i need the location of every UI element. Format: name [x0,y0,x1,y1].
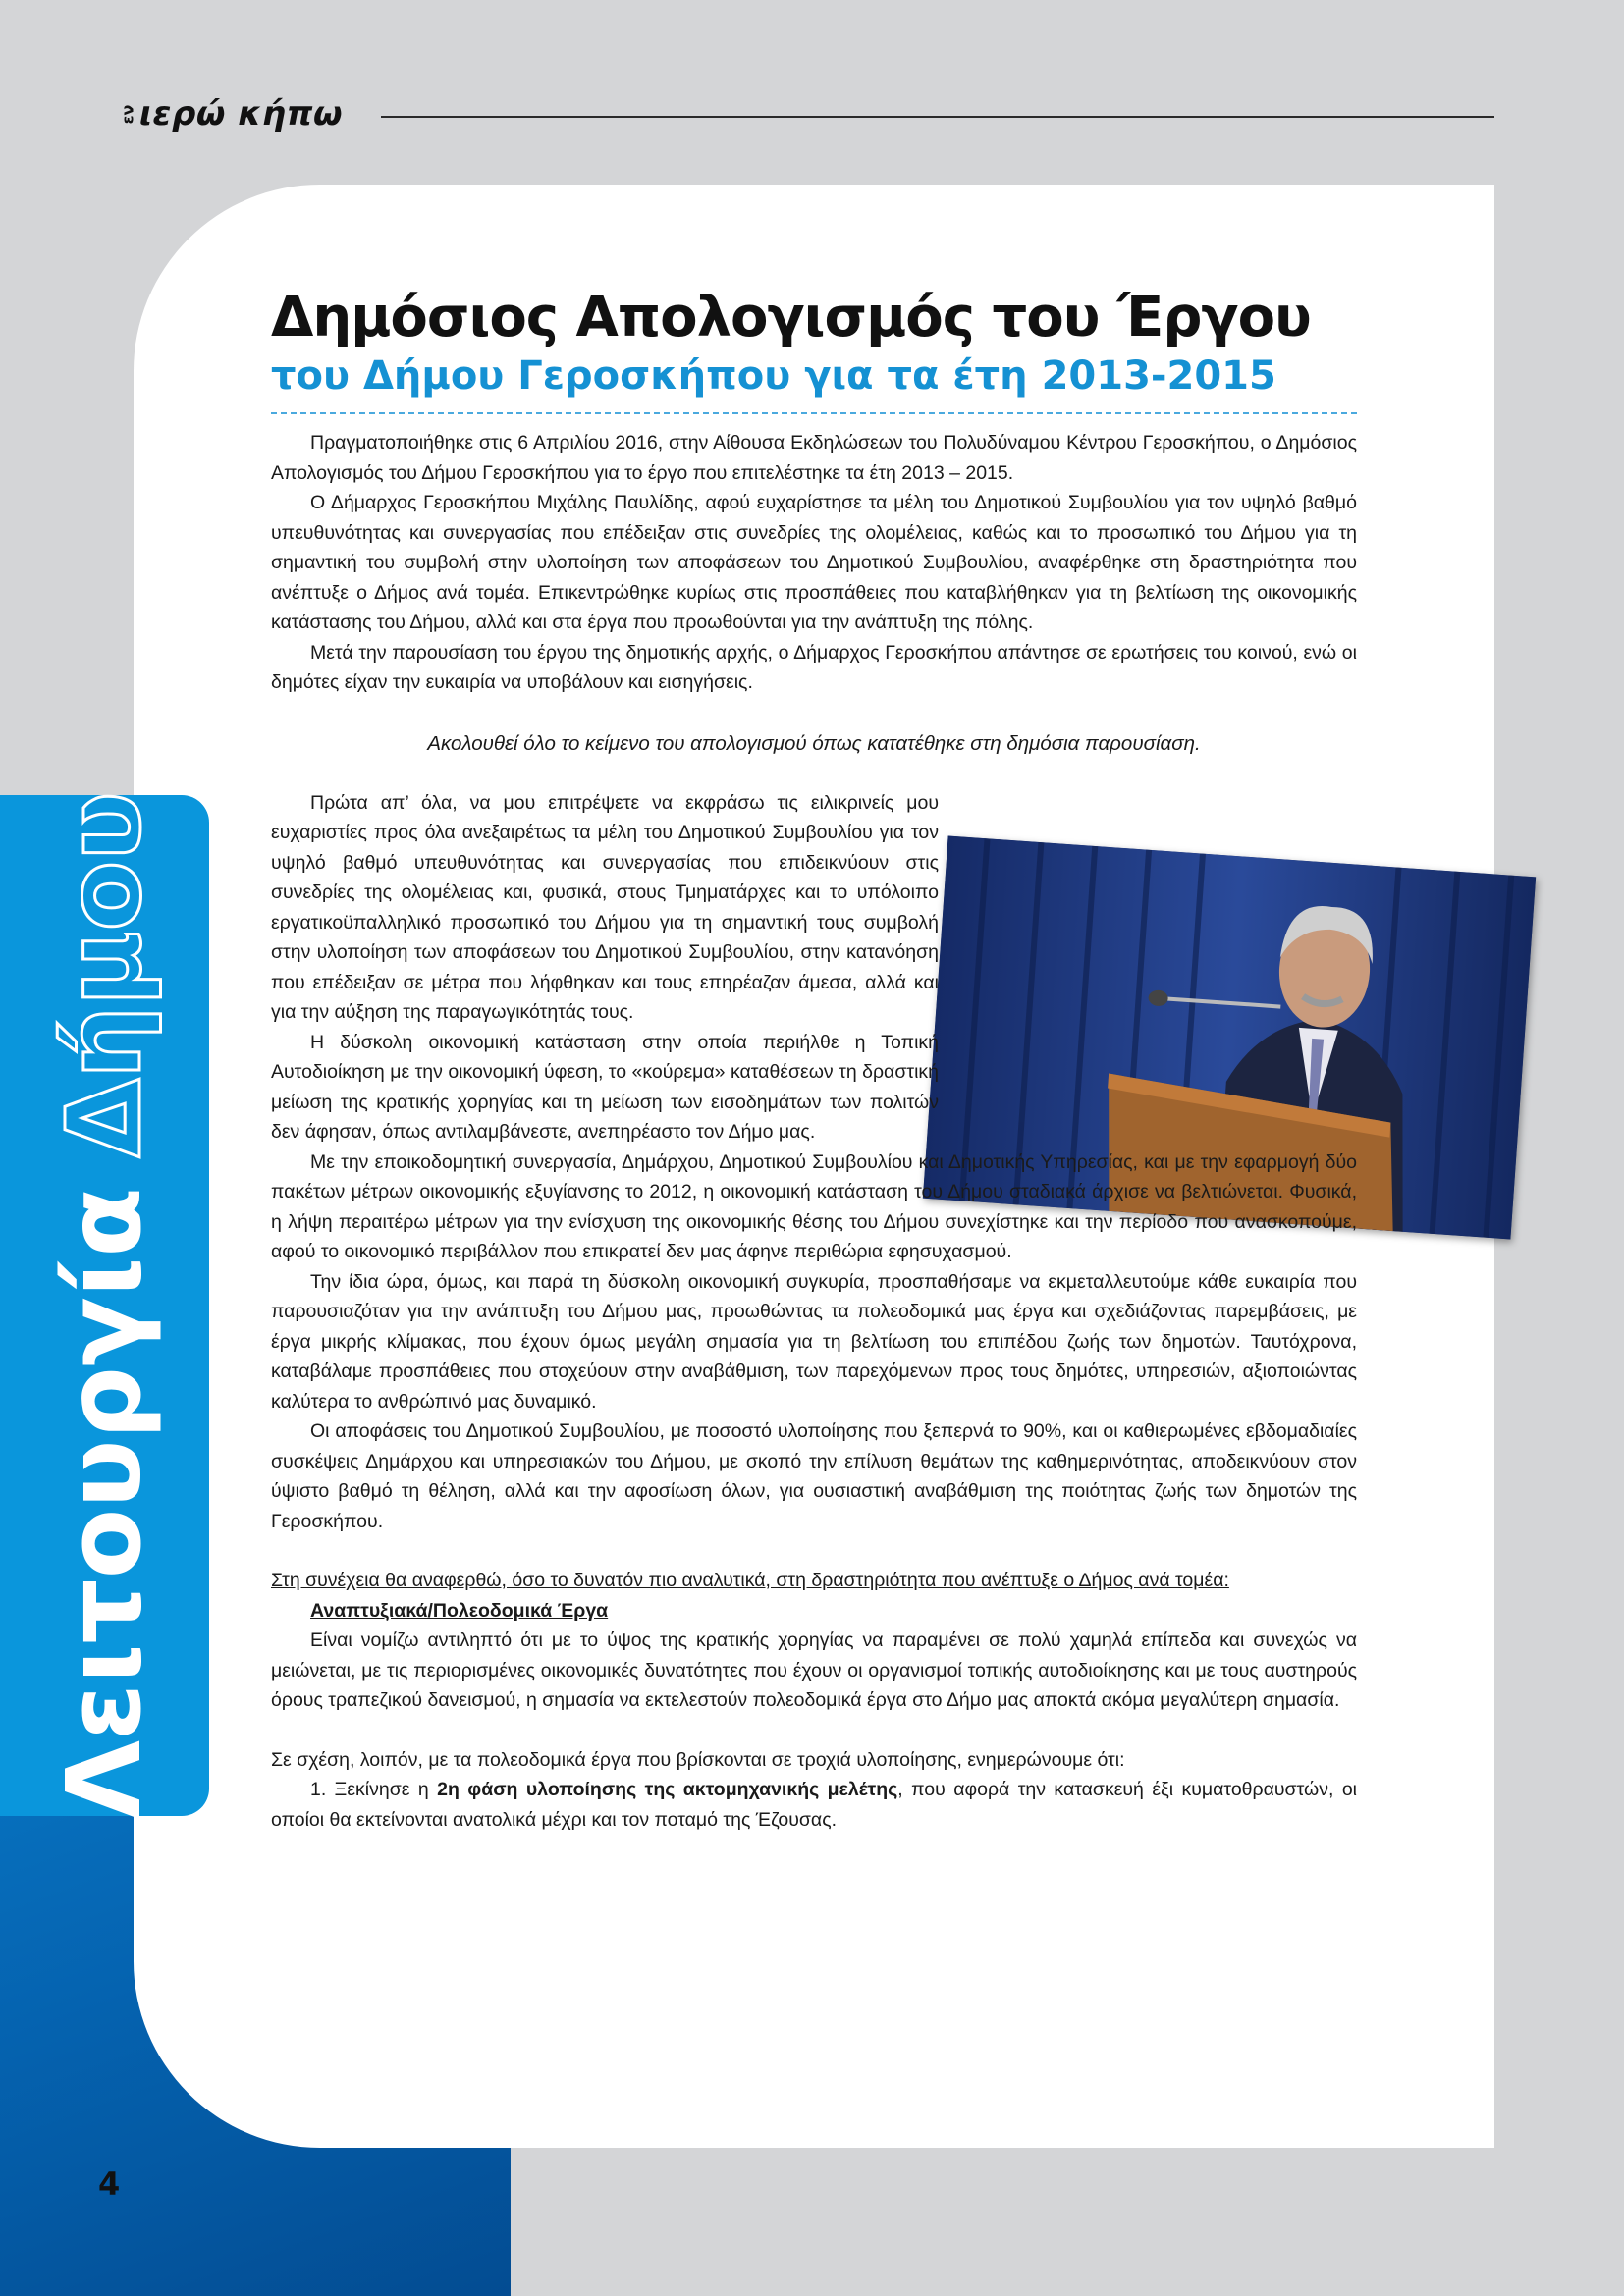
speech-section [271,788,1357,1836]
intro-paragraph: Ο Δήμαρχος Γεροσκήπου Μιχάλης Παυλίδης, αφού ευχαρίστησε τα μέλη του Δημοτικού Συμβουλίου για τον υψηλό βαθμό υπευθυνότητας και συνεργασίας που επέδειξαν στις συνεδρίες της ολομέλειας, καθώς και το προσωπικό του Δήμου για τη σημαντική του συμβολή στην υλοποίηση των αποφάσεων του Δημοτικού Συμβουλίου, αναφέρθηκε στη δραστηριότητα που ανέπτυξε ο Δήμος ανά τομέα. Επικεντρώθηκε κυρίως στις προσπάθειες που καταβλήθηκαν για τη βελτίωση της οικονομικής κατάστασης του Δήμου, αλλά και στα έργα που προωθούνται για την ανάπτυξη της πόλης. [271,492,1357,633]
intro-paragraph: Μετά την παρουσίαση του έργου της δημοτικής αρχής, ο Δήμαρχος Γεροσκήπου απάντησε σε ερωτήσεις του κοινού, ενώ οι δημότες είχαν την ευκαιρία να υποβάλουν και εισηγήσεις. [271,641,1357,693]
speech-paragraph: Η δύσκολη οικονομική κατάσταση στην οποία περιήλθε η Τοπική Αυτοδιοίκηση με την οικονομική ύφεση, το «κούρεμα» καταθέσεων τη δραστική μείωση της κρατικής χορηγίας και τη μείωση των εισοδημάτων των πολιτών δεν άφησαν, όπως αντιλαμβάνεστε, ανεπηρέαστο τον Δήμο μας. [271,1031,939,1143]
section-label [16,791,192,1820]
project-item-prefix: 1. Ξεκίνησε η [310,1779,438,1800]
intro-section [271,428,1357,698]
body-paragraph: Την ίδια ώρα, όμως, και παρά τη δύσκολη οικονομική συγκυρία, προσπαθήσαμε να εκμεταλλευτούμε κάθε ευκαιρία που παρουσιαζόταν για την ανάπτυξη του Δήμου μας, προωθώντας τα πολεοδομικά μας έργα και σχεδιάζοντας παρεμβάσεις, με έργα μικρής κλίμακας, που έχουν όμως μεγάλη σημασία για τη βελτίωση του επιπέδου ζωής των δημοτών. Ταυτόχρονα, καταβάλαμε προσπάθειες που στοχεύουν στην αναβάθμιση, των παρεχόμενων προς τους δημότες, υπηρεσιών, αξιοποιώντας καλύτερα το ανθρώπινό μας δυναμικό. [271,1270,1357,1413]
body-paragraph: Με την εποικοδομητική συνεργασία, Δημάρχου, Δημοτικού Συμβουλίου και Δημοτικής Υπηρεσίας, και με την εφαρμογή δύο πακέτων μέτρων οικονομικής εξυγίανσης το 2012, η οικονομική κατάσταση του Δήμου σταδιακά άρχισε να βελτιώνεται. Φυσικά, η λήψη περαιτέρω μέτρων για την ενίσχυση της οικονομικής θέσης του Δήμου συνεχίστηκε και την περίοδο που ανασκοπούμε, αφού το οικονομικό περιβάλλον που επικρατεί δεν μας άφηνε περιθώρια εφησυχασμού. [271,1150,1357,1262]
sector-intro: Στη συνέχεια θα αναφερθώ, όσο το δυνατόν πιο αναλυτικά, στη δραστηριότητα που ανέπτυξε ο Δήμος ανά τομέα: [271,1570,1229,1591]
sector-paragraph: Είναι νομίζω αντιληπτό ότι με το ύψος της κρατικής χορηγίας να παραμένει σε πολύ χαμηλά επίπεδα και συνεχώς να μειώνεται, με τις περιορισμένες οικονομικές δυνατότητες που έχουν οι οργανισμοί τοπικής αυτοδιοίκησης και με τους αυστηρούς όρους τραπεζικού δανεισμού, η σημασία να εκτελεστούν πολεοδομικά έργα στο Δήμο μας αποκτά ακόμα μεγαλύτερη σημασία. [271,1629,1357,1711]
article-subtitle: του Δήμου Γεροσκήπου για τα έτη 2013-2015 [271,353,1276,399]
title-divider [271,412,1357,414]
article-title: Δημόσιος Απολογισμός του Έργου [271,286,1311,349]
masthead-logo [118,94,343,133]
speech-paragraph: Πρώτα απ’ όλα, να μου επιτρέψετε να εκφράσω τις ειλικρινείς μου ευχαριστίες προς όλα ανεξαιρέτως τα μέλη του Δημοτικού Συμβουλίου για τον υψηλό βαθμό υπευθυνότητας και συνεργασίας που επιδεικνύουν στις συνεδρίες της ολομέλειας και, φυσικά, στους Τμηματάρχες και το υπόλοιπο εργατικοϋπαλληλικό προσωπικό του Δήμου για τη σημαντική τους συμβολή στην υλοποίηση των αποφάσεων του Δημοτικού Συμβουλίου, στην κατανόηση που επέδειξαν σε μέτρα που λήφθηκαν και τους επηρέαζαν άμεσα, αλλά και για την αύξηση της παραγωγικότητάς τους. [271,791,939,1023]
lead-quote: Ακολουθεί όλο το κείμενο του απολογισμού όπως κατατέθηκε στη δημόσια παρουσίαση. [427,731,1201,755]
project-item-suffix: , που αφορά την κατασκευή έξι κυματοθραυστών, οι οποίοι θα εκτείνονται ανατολικά μέχρι και τον ποταμό της Έζουσας. [271,1779,1357,1831]
article [271,287,1357,1835]
project-item [271,1775,1357,1835]
projects-intro: Σε σχέση, λοιπόν, με τα πολεοδομικά έργα που βρίσκονται σε τροχιά υλοποίησης, ενημερώνουμε ότι: [271,1748,1125,1771]
section-label-word1: Λειτουργία [44,1187,164,1820]
body-paragraph: Οι αποφάσεις του Δημοτικού Συμβουλίου, με ποσοστό υλοποίησης που ξεπερνά το 90%, και οι καθιερωμένες εβδομαδιαίες συσκέψεις Δημάρχου και υπηρεσιακών του Δήμου, με σκοπό την επίλυση θεμάτων της καθημερινότητας, αποδεικνύουν στον ύψιστο βαθμό τη θέληση, αλλά και την αφοσίωση όλων, για ουσιαστική αναβάθμιση της ποιότητας ζωής των δημοτών της Γεροσκήπου. [271,1420,1357,1532]
page-number: 4 [98,2165,121,2203]
sector-heading: Αναπτυξιακά/Πολεοδομικά Έργα [310,1599,609,1622]
project-item-bold: 2η φάση υλοποίησης της ακτομηχανικής μελέτης [437,1779,898,1800]
intro-paragraph: Πραγματοποιήθηκε στις 6 Απριλίου 2016, στην Αίθουσα Εκδηλώσεων του Πολυδύναμου Κέντρου Γεροσκήπου, ο Δημόσιος Απολογισμός του Δήμου Γεροσκήπου για το έργο που επιτελέστηκε τα έτη 2013 – 2015. [271,432,1357,484]
text-beside-photo [271,788,939,1148]
section-label-word2: Δήμου [44,791,164,1158]
brand-name: ιερώ κήπω [138,94,344,133]
header-rule [381,116,1494,118]
brand-prefix: εν [118,104,137,124]
